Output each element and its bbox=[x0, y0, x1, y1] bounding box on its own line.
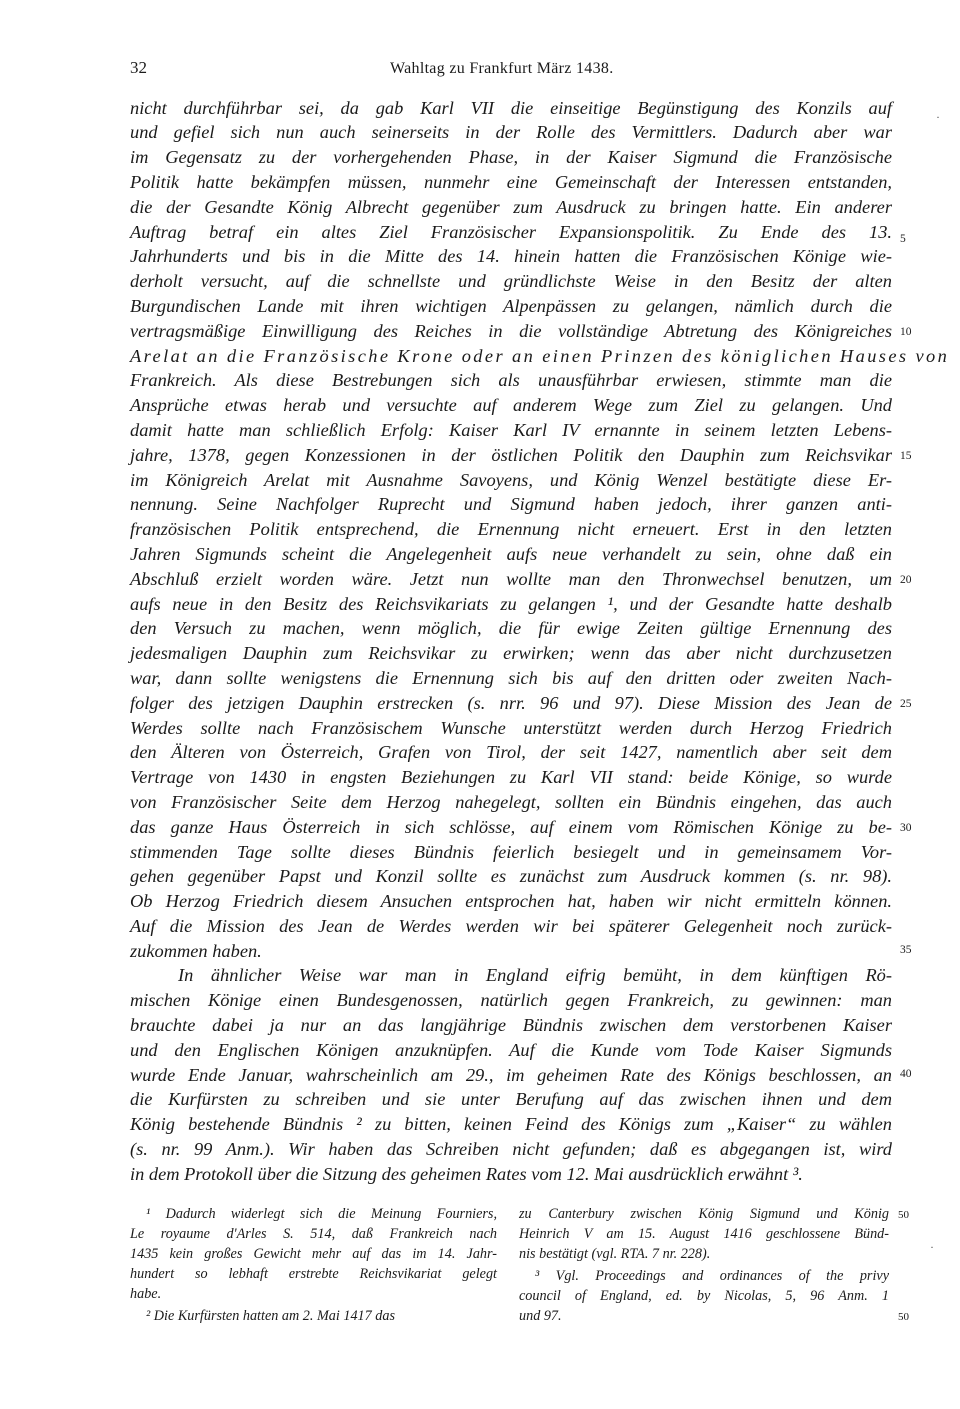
footnote-line: 1435 kein großes Gewicht mehr auf das im 14. Jahr- bbox=[130, 1246, 497, 1262]
footnote-line: und 97. bbox=[519, 1308, 562, 1324]
text-line: die der Gesandte König Albrecht gegenüber zum Ausdruck zu bringen hatte. Ein anderer bbox=[130, 197, 892, 217]
text-line: gehen gegenüber Papst und Konzil sollte es zunächst zum Ausdruck kommen (s. nr. 98). bbox=[130, 866, 892, 886]
text-line: brauchte dabei ja nur an das langjährige Bündnis zwischen dem verstorbenen Kaiser bbox=[130, 1015, 892, 1035]
text-line: von Französischer Seite dem Herzog nahegelegt, sollten ein Bündnis eingehen, das auch bbox=[130, 792, 892, 812]
text-line: Burgundischen Lande mit ihren wichtigen Alpenpässen zu gelangen, nämlich durch die bbox=[130, 296, 892, 316]
text-line: Arelat an die Französische Krone oder an einen Prinzen des königlichen Hauses von bbox=[130, 346, 950, 366]
text-line: jedesmaligen Dauphin zum Reichsvikar zu erwirken; wenn das aber nicht durchzusetzen bbox=[130, 643, 892, 663]
footnote-line: ¹ Dadurch widerlegt sich die Meinung Fourniers, bbox=[146, 1206, 497, 1222]
text-line: Frankreich. Als diese Bestrebungen sich als unausführbar erwiesen, stimmte man die bbox=[130, 370, 892, 390]
footnote-line: hundert so lebhaft erstrebte Reichsvikariat gelegt bbox=[130, 1266, 497, 1282]
text-line: zukommen haben. bbox=[130, 941, 262, 961]
text-line: aufs neue in den Besitz des Reichsvikariats zu gelangen ¹, und der Gesandte hatte deshalb bbox=[130, 594, 892, 614]
text-line: Auftrag betraf ein altes Ziel Französischer Expansionspolitik. Zu Ende des 13. bbox=[130, 222, 892, 242]
text-line: Jahren Sigmunds scheint die Angelegenheit aufs neue verhandelt zu sein, ohne daß ein bbox=[130, 544, 892, 564]
footnote-line: Le royaume d'Arles S. 514, daß Frankreich nach bbox=[130, 1226, 497, 1242]
text-line: nicht durchführbar sei, da gab Karl VII die einseitige Begünstigung des Konzils auf bbox=[130, 98, 892, 118]
line-number: 20 bbox=[900, 574, 912, 586]
text-line: Ob Herzog Friedrich diesem Ansuchen entsprochen hat, haben wir nicht ermitteln können. bbox=[130, 891, 892, 911]
text-line: derholt versucht, auf die schnellste und gründlichste Weise in den Besitz der alten bbox=[130, 271, 892, 291]
line-number: 30 bbox=[900, 822, 912, 834]
text-line: das ganze Haus Österreich in sich schlösse, auf einem vom Römischen Könige zu be- bbox=[130, 817, 892, 837]
margin-speck: · bbox=[930, 1240, 934, 1254]
text-line: Politik hatte bekämpfen müssen, nunmehr eine Gemeinschaft der Interessen entstanden, bbox=[130, 172, 892, 192]
text-line: im Königreich Arelat mit Ausnahme Savoyens, und König Wenzel bestätigte diese Er- bbox=[130, 470, 892, 490]
line-number: 15 bbox=[900, 450, 912, 462]
text-line: im Gegensatz zu der vorhergehenden Phase, in der Kaiser Sigmund die Französische bbox=[130, 147, 892, 167]
text-line: die Kurfürsten zu schreiben und sie unter Berufung auf das zwischen ihnen und dem bbox=[130, 1089, 892, 1109]
text-line: In ähnlicher Weise war man in England eifrig bemüht, in dem künftigen Rö- bbox=[178, 965, 892, 985]
text-line: folger des jetzigen Dauphin erstrecken (s. nrr. 96 und 97). Diese Mission des Jean de bbox=[130, 693, 892, 713]
text-line: nennung. Seine Nachfolger Ruprecht und Sigmund haben jedoch, ihrer ganzen anti- bbox=[130, 494, 892, 514]
line-number: 35 bbox=[900, 944, 912, 956]
footnote-line-number: 50 bbox=[898, 1311, 909, 1323]
text-line: Ansprüche etwas herab und versuchte auf anderem Wege zum Ziel zu gelangen. Und bbox=[130, 395, 892, 415]
text-line: war, dann sollte wenigstens die Ernennung sich bis auf den dritten oder zweiten Nach- bbox=[130, 668, 892, 688]
text-line: den Älteren von Österreich, Grafen von Tirol, der seit 1427, namentlich aber seit dem bbox=[130, 742, 892, 762]
text-line: in dem Protokoll über die Sitzung des geheimen Rates vom 12. Mai ausdrücklich erwähnt ³. bbox=[130, 1164, 803, 1184]
text-line: Jahrhunderts und bis in die Mitte des 14. hinein hatten die Französischen Könige wie- bbox=[130, 246, 892, 266]
footnote-line: habe. bbox=[130, 1286, 162, 1302]
text-line: stimmenden Tage sollte dieses Bündnis feierlich besiegelt und in gemeinsamem Vor- bbox=[130, 842, 892, 862]
text-line: mischen Könige einen Bundesgenossen, natürlich gegen Frankreich, zu gewinnen: man bbox=[130, 990, 892, 1010]
footnote-line: nis bestätigt (vgl. RTA. 7 nr. 228). bbox=[519, 1246, 711, 1262]
text-line: jahre, 1378, gegen Konzessionen in der östlichen Politik den Dauphin zum Reichsvikar bbox=[130, 445, 892, 465]
text-line: den Versuch zu machen, wenn möglich, die für ewige Zeiten gültige Ernennung des bbox=[130, 618, 892, 638]
text-line: damit hatte man schließlich Erfolg: Kaiser Karl IV ernannte in seinem letzten Lebens- bbox=[130, 420, 892, 440]
footnote-line: Heinrich V am 15. August 1416 geschlossene Bünd- bbox=[519, 1226, 889, 1242]
running-head: Wahltag zu Frankfurt März 1438. bbox=[390, 60, 614, 77]
footnote-line: council of England, ed. by Nicolas, 5, 96 Anm. 1 bbox=[519, 1288, 889, 1304]
footnote-line: ³ Vgl. Proceedings and ordinances of the privy bbox=[535, 1268, 889, 1284]
text-line: Auf die Mission des Jean de Werdes werden wir bei späterer Gelegenheit noch zurück- bbox=[130, 916, 892, 936]
text-line: (s. nr. 99 Anm.). Wir haben das Schreiben nicht gefunden; daß es abgegangen ist, wird bbox=[130, 1139, 892, 1159]
line-number: 5 bbox=[900, 233, 906, 245]
line-number: 40 bbox=[900, 1068, 912, 1080]
line-number: 10 bbox=[900, 326, 912, 338]
line-number: 25 bbox=[900, 698, 912, 710]
text-line: französischen Politik entsprechend, die Ernennung nicht erneuert. Erst in den letzten bbox=[130, 519, 892, 539]
footnote-line: zu Canterbury zwischen König Sigmund und König bbox=[519, 1206, 889, 1222]
footnote-line: ² Die Kurfürsten hatten am 2. Mai 1417 das bbox=[146, 1308, 395, 1324]
text-line: König bestehende Bündnis ² zu bitten, keinen Feind des Königs zum „Kaiser“ zu wählen bbox=[130, 1114, 892, 1134]
text-line: und gefiel sich nun auch seinerseits in der Rolle des Vermittlers. Dadurch aber war bbox=[130, 122, 892, 142]
margin-speck: · bbox=[936, 110, 940, 124]
text-line: Abschluß erzielt worden wäre. Jetzt nun wollte man den Thronwechsel benutzen, um bbox=[130, 569, 892, 589]
text-line: Vertrage von 1430 in engsten Beziehungen zu Karl VII stand: beide Könige, so wurde bbox=[130, 767, 892, 787]
text-line: Werdes sollte nach Französischem Wunsche unterstützt werden durch Herzog Friedrich bbox=[130, 718, 892, 738]
text-line: und den Englischen Königen anzuknüpfen. Auf die Kunde vom Tode Kaiser Sigmunds bbox=[130, 1040, 892, 1060]
page-number: 32 bbox=[130, 58, 147, 77]
text-line: vertragsmäßige Einwilligung des Reiches in die vollständige Abtretung des Königreiches bbox=[130, 321, 892, 341]
footnote-line-number: 50 bbox=[898, 1209, 909, 1221]
text-line: wurde Ende Januar, wahrscheinlich am 29., im geheimen Rate des Königs beschlossen, an bbox=[130, 1065, 892, 1085]
